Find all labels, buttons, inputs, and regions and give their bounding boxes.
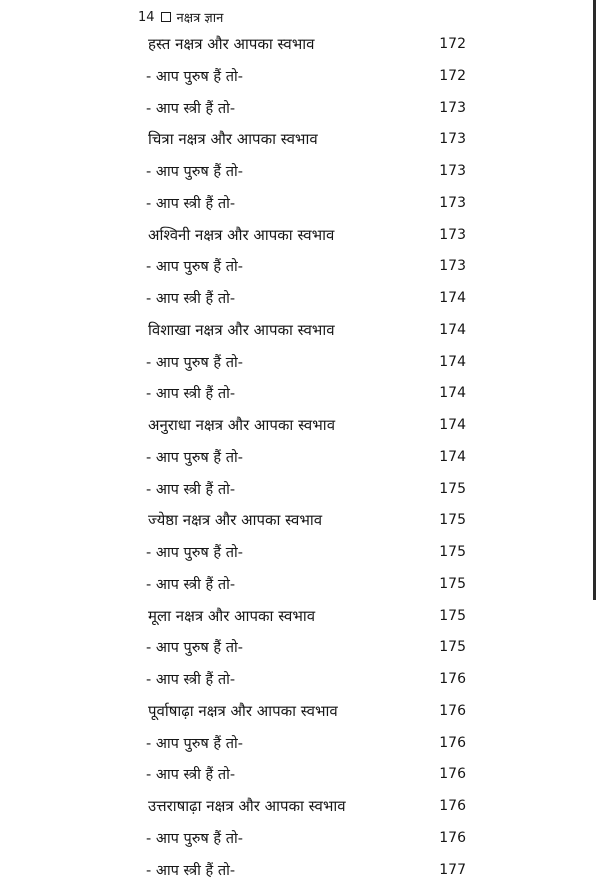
toc-entry-page-number: 176 bbox=[426, 830, 466, 846]
toc-entry-page-number: 176 bbox=[426, 798, 466, 814]
toc-entry-page-number: 172 bbox=[426, 36, 466, 52]
toc-entry-title: - आप स्त्री हैं तो- bbox=[146, 479, 235, 499]
toc-subentry bbox=[0, 62, 600, 94]
toc-entry-title: अश्विनी नक्षत्र और आपका स्वभाव bbox=[148, 225, 334, 245]
toc-entry-page-number: 174 bbox=[426, 449, 466, 465]
toc-heading-entry bbox=[0, 792, 600, 824]
toc-entry-title: - आप स्त्री हैं तो- bbox=[146, 860, 235, 880]
toc-entry-page-number: 174 bbox=[426, 385, 466, 401]
toc-subentry bbox=[0, 252, 600, 284]
toc-entry-title: विशाखा नक्षत्र और आपका स्वभाव bbox=[148, 320, 335, 340]
toc-heading-entry bbox=[0, 411, 600, 443]
toc-entry-page-number: 172 bbox=[426, 68, 466, 84]
toc-heading-entry bbox=[0, 506, 600, 538]
toc-heading-entry bbox=[0, 125, 600, 157]
toc-subentry bbox=[0, 538, 600, 570]
toc-subentry bbox=[0, 189, 600, 221]
toc-entry-page-number: 175 bbox=[426, 608, 466, 624]
toc-entry-title: मूला नक्षत्र और आपका स्वभाव bbox=[148, 606, 315, 626]
toc-entry-page-number: 176 bbox=[426, 766, 466, 782]
toc-entry-title: - आप स्त्री हैं तो- bbox=[146, 288, 235, 308]
square-bullet-icon bbox=[161, 12, 171, 22]
toc-subentry bbox=[0, 729, 600, 761]
toc-subentry bbox=[0, 284, 600, 316]
toc-entry-page-number: 174 bbox=[426, 290, 466, 306]
toc-entry-title: - आप पुरुष हैं तो- bbox=[146, 352, 243, 372]
toc-entry-title: - आप पुरुष हैं तो- bbox=[146, 542, 243, 562]
toc-heading-entry bbox=[0, 221, 600, 253]
toc-entry-title: हस्त नक्षत्र और आपका स्वभाव bbox=[148, 34, 314, 54]
toc-subentry bbox=[0, 443, 600, 475]
toc-subentry bbox=[0, 379, 600, 411]
running-header bbox=[138, 8, 223, 26]
toc-entry-title: - आप पुरुष हैं तो- bbox=[146, 161, 243, 181]
toc-entry-page-number: 173 bbox=[426, 227, 466, 243]
toc-subentry bbox=[0, 475, 600, 507]
toc-entry-page-number: 173 bbox=[426, 131, 466, 147]
toc-heading-entry bbox=[0, 697, 600, 729]
toc-entry-page-number: 177 bbox=[426, 862, 466, 878]
toc-subentry bbox=[0, 665, 600, 697]
toc-entry-page-number: 176 bbox=[426, 703, 466, 719]
toc-entry-title: - आप पुरुष हैं तो- bbox=[146, 733, 243, 753]
toc-entry-title: ज्येष्ठा नक्षत्र और आपका स्वभाव bbox=[148, 510, 322, 530]
toc-entry-page-number: 176 bbox=[426, 671, 466, 687]
toc-entry-page-number: 174 bbox=[426, 322, 466, 338]
toc-subentry bbox=[0, 94, 600, 126]
toc-entry-title: - आप पुरुष हैं तो- bbox=[146, 66, 243, 86]
toc-entry-page-number: 174 bbox=[426, 417, 466, 433]
table-of-contents bbox=[0, 30, 600, 887]
toc-entry-page-number: 175 bbox=[426, 544, 466, 560]
toc-entry-page-number: 173 bbox=[426, 100, 466, 116]
toc-entry-page-number: 173 bbox=[426, 195, 466, 211]
toc-entry-title: उत्तराषाढ़ा नक्षत्र और आपका स्वभाव bbox=[148, 796, 346, 816]
toc-entry-title: - आप स्त्री हैं तो- bbox=[146, 383, 235, 403]
toc-subentry bbox=[0, 157, 600, 189]
toc-entry-title: पूर्वाषाढ़ा नक्षत्र और आपका स्वभाव bbox=[148, 701, 338, 721]
toc-subentry bbox=[0, 760, 600, 792]
toc-heading-entry bbox=[0, 602, 600, 634]
toc-entry-title: - आप पुरुष हैं तो- bbox=[146, 828, 243, 848]
toc-subentry bbox=[0, 348, 600, 380]
toc-entry-page-number: 175 bbox=[426, 576, 466, 592]
toc-entry-page-number: 176 bbox=[426, 735, 466, 751]
toc-entry-title: - आप स्त्री हैं तो- bbox=[146, 669, 235, 689]
header-page-number: 14 bbox=[138, 10, 155, 25]
toc-subentry bbox=[0, 856, 600, 887]
toc-subentry bbox=[0, 633, 600, 665]
toc-entry-title: अनुराधा नक्षत्र और आपका स्वभाव bbox=[148, 415, 335, 435]
toc-entry-title: - आप स्त्री हैं तो- bbox=[146, 574, 235, 594]
toc-entry-page-number: 175 bbox=[426, 512, 466, 528]
toc-heading-entry bbox=[0, 316, 600, 348]
toc-entry-title: - आप पुरुष हैं तो- bbox=[146, 447, 243, 467]
toc-heading-entry bbox=[0, 30, 600, 62]
toc-entry-title: - आप स्त्री हैं तो- bbox=[146, 193, 235, 213]
toc-entry-page-number: 174 bbox=[426, 354, 466, 370]
toc-entry-title: - आप पुरुष हैं तो- bbox=[146, 637, 243, 657]
toc-subentry bbox=[0, 824, 600, 856]
header-book-title: नक्षत्र ज्ञान bbox=[177, 8, 224, 26]
toc-entry-title: - आप स्त्री हैं तो- bbox=[146, 98, 235, 118]
toc-entry-title: चित्रा नक्षत्र और आपका स्वभाव bbox=[148, 129, 318, 149]
toc-entry-title: - आप पुरुष हैं तो- bbox=[146, 256, 243, 276]
toc-entry-page-number: 173 bbox=[426, 258, 466, 274]
toc-subentry bbox=[0, 570, 600, 602]
toc-entry-page-number: 173 bbox=[426, 163, 466, 179]
toc-entry-page-number: 175 bbox=[426, 639, 466, 655]
toc-entry-title: - आप स्त्री हैं तो- bbox=[146, 764, 235, 784]
toc-entry-page-number: 175 bbox=[426, 481, 466, 497]
